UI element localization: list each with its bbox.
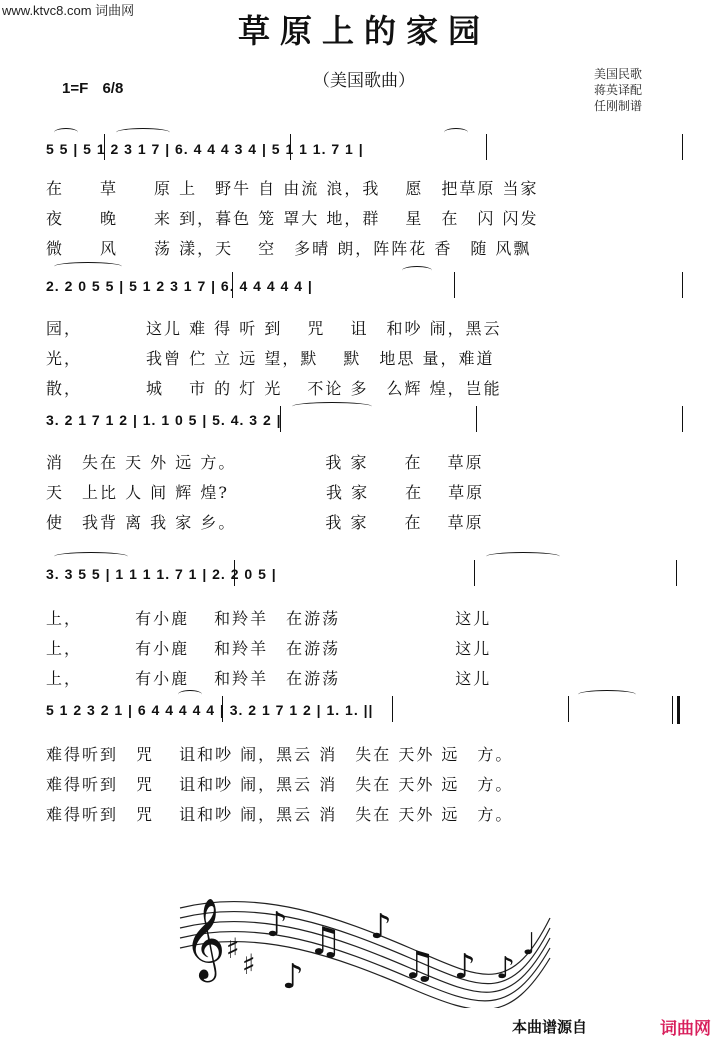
lyric-line: 天 上比 人 间 辉 煌? 我 家 在 草原 <box>46 483 485 502</box>
lyric-line: 散， 城 市 的 灯 光 不论 多 么辉 煌，岂能 <box>46 379 502 398</box>
svg-text:♪: ♪ <box>454 947 476 987</box>
key-signature <box>62 80 123 97</box>
notation-line: 3. 2 1 7 1 2 | 1. 1 0 5 | 5. 4. 3 2 | <box>46 412 282 428</box>
beamed-notes-icon: ♫ <box>308 919 343 963</box>
notation-line: 5 5 | 5 1 2 3 1 7 | 6. 4 4 4 3 4 | 5 1 1 1. 7 1 | <box>46 141 364 157</box>
credit-line: 美国民歌 <box>594 67 643 81</box>
svg-text:♪: ♪ <box>370 907 392 947</box>
lyric-line: 难得听到 咒 诅和吵 闹，黑云 消 失在 天外 远 方。 <box>46 775 514 794</box>
svg-text:♪: ♪ <box>496 951 516 986</box>
lyric-line: 园， 这儿 难 得 听 到 咒 诅 和吵 闹，黑云 <box>46 319 502 338</box>
music-staff-decoration <box>170 878 560 1008</box>
notation-line: 3. 3 5 5 | 1 1 1 1. 7 1 | 2. 2 0 5 | <box>46 566 277 582</box>
svg-text:♯: ♯ <box>242 948 256 981</box>
lyric-line: 上， 有小鹿 和羚羊 在游荡 这儿 <box>46 669 492 688</box>
site-watermark: www.ktvc8.com 词曲网 <box>2 3 135 18</box>
lyric-line: 上， 有小鹿 和羚羊 在游荡 这儿 <box>46 639 492 658</box>
credit-line: 蒋英译配 <box>594 83 643 97</box>
lyric-line: 在 草 原 上 野牛 自 由流 浪，我 愿 把草原 当家 <box>46 179 539 198</box>
key-label: 1=F <box>62 80 89 97</box>
lyric-line: 消 失在 天 外 远 方。 我 家 在 草原 <box>46 453 484 472</box>
eighth-note-icon: ♪ <box>266 905 288 945</box>
lyric-line: 难得听到 咒 诅和吵 闹，黑云 消 失在 天外 远 方。 <box>46 805 514 824</box>
notation-line: 5 1 2 3 2 1 | 6 4 4 4 4 4 | 3. 2 1 7 1 2 | 1. 1. || <box>46 702 374 718</box>
svg-text:♫: ♫ <box>402 943 437 987</box>
song-subtitle: （美国歌曲） <box>313 71 415 91</box>
footer-logo[interactable]: 词曲网 <box>660 1019 711 1038</box>
lyric-line: 难得听到 咒 诅和吵 闹，黑云 消 失在 天外 远 方。 <box>46 745 514 764</box>
svg-text:♯: ♯ <box>226 932 240 965</box>
svg-text:♩: ♩ <box>522 927 537 962</box>
lyric-line: 光， 我曾 伫 立 远 望，默 默 地思 量，难道 <box>46 349 495 368</box>
credit-line: 任刚制谱 <box>594 99 643 113</box>
lyric-line: 夜 晚 来 到，暮色 笼 罩大 地，群 星 在 闪 闪发 <box>46 209 539 228</box>
song-title: 草原上的家园 <box>237 12 490 50</box>
footer-source: 本曲谱源自 <box>512 1019 588 1036</box>
lyric-line: 使 我背 离 我 家 乡。 我 家 在 草原 <box>46 513 484 532</box>
treble-clef-icon: 𝄞 <box>184 897 226 979</box>
credits <box>594 66 642 114</box>
lyric-line: 微 风 荡 漾，天 空 多晴 朗，阵阵花 香 随 风飘 <box>46 239 532 258</box>
svg-text:♪: ♪ <box>282 957 304 997</box>
time-signature: 6/8 <box>102 80 124 97</box>
lyric-line: 上， 有小鹿 和羚羊 在游荡 这儿 <box>46 609 492 628</box>
notation-line: 2. 2 0 5 5 | 5 1 2 3 1 7 | 6. 4 4 4 4 4 | <box>46 278 313 294</box>
